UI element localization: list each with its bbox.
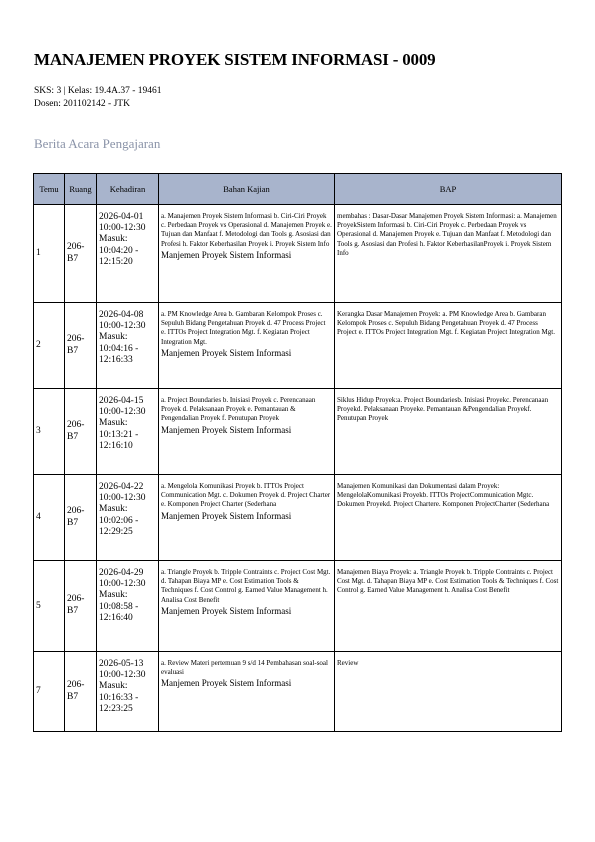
header-temu: Temu (34, 174, 65, 205)
kehadiran-tanggal: 2026-05-13 (99, 659, 144, 669)
table-row (34, 652, 562, 732)
section-title: Berita Acara Pengajaran (34, 136, 161, 151)
cell-temu: 2 (34, 303, 65, 389)
cell-bahan-kajian (159, 303, 335, 389)
header-bahan-kajian: Bahan Kajian (159, 174, 335, 205)
kehadiran-jam: 10:00-12:30 (99, 670, 146, 681)
table-row (34, 389, 562, 475)
table-row (34, 475, 562, 561)
cell-bap: Review (335, 652, 562, 732)
cell-temu: 5 (34, 561, 65, 652)
kehadiran-masuk: 10:13:21 - (99, 429, 139, 440)
cell-bahan-kajian (159, 652, 335, 732)
table-row (34, 205, 562, 303)
cell-bap: Manajemen Komunikasi dan Dokumentasi dalam Proyek: MengelolaKomunikasi Proyekb. ITTOs ProjectCommunication Mgtc. Dokumen Proyekd. Project Chartere. Komponen ProjectCharter (Sederhana (335, 475, 562, 561)
kehadiran-keluar: 12:15:20 (99, 256, 133, 267)
kehadiran-keluar: 12:16:33 (99, 354, 133, 365)
cell-bahan-kajian (159, 389, 335, 475)
kehadiran-tanggal: 2026-04-08 (99, 310, 144, 320)
kehadiran-masuk: 10:04:20 - (99, 245, 139, 256)
page-title: MANAJEMEN PROYEK SISTEM INFORMASI - 0009 (34, 50, 436, 69)
cell-ruang: 206-B7 (65, 652, 97, 732)
table-header-row (34, 174, 562, 205)
course-info: SKS: 3 | Kelas: 19.4A.37 - 19461 (34, 86, 162, 96)
bahan-text: a. Project Boundaries b. Inisiasi Proyek c. Perencanaan Proyek d. Pelaksanaan Proyek e. Pemantauan & Pengendalian Proyek f. Penutupan Proyek (161, 396, 316, 423)
cell-ruang: 206-B7 (65, 205, 97, 303)
kehadiran-keluar: 12:16:10 (99, 440, 133, 451)
kehadiran-status: Masuk: (99, 332, 128, 343)
kehadiran-status: Masuk: (99, 681, 128, 692)
lecturer-info: Dosen: 201102142 - JTK (34, 99, 130, 109)
bahan-text: a. Triangle Proyek b. Tripple Contraints c. Project Cost Mgt. d. Tahapan Biaya MP e. Cost Estimation Tools & Techniques f. Cost Control g. Earned Value Management h. Analisa Cost Benefit (161, 568, 331, 604)
kehadiran-status: Masuk: (99, 418, 128, 429)
cell-temu: 4 (34, 475, 65, 561)
table-row (34, 303, 562, 389)
cell-bap: Kerangka Dasar Manajemen Proyek: a. PM Knowledge Area b. Gambaran Kelompok Proses c. Sepuluh Bidang Pengetahuan Proyek d. 47 Process Project e. ITTOs Project Integration Mgt. f. Kegiatan Project Integration Mgt. (335, 303, 562, 389)
kehadiran-tanggal: 2026-04-01 (99, 212, 144, 222)
kehadiran-keluar: 12:29:25 (99, 526, 133, 537)
kehadiran-masuk: 10:04:16 - (99, 343, 139, 354)
header-ruang: Ruang (65, 174, 97, 205)
kehadiran-jam: 10:00-12:30 (99, 223, 146, 234)
cell-ruang: 206-B7 (65, 303, 97, 389)
cell-bahan-kajian (159, 205, 335, 303)
cell-bap: membahas : Dasar-Dasar Manajemen Proyek Sistem Informasi: a. Manajemen ProyekSistem Informasi b. Ciri-Ciri Proyek c. Perbedaan Proyek vs Operasional d. Manajemen Proyek e. Tujuan dan Manfaat f. Metodologi dan Tools g. Asosiasi dan Profesi h. Faktor KeberhasilanProyek i. Proyek Sistem Info (335, 205, 562, 303)
bahan-text: a. Review Materi pertemuan 9 s/d 14 Pembahasan soal-soal evaluasi (161, 659, 328, 677)
cell-ruang: 206-B7 (65, 561, 97, 652)
cell-temu: 3 (34, 389, 65, 475)
bahan-matkul: Manjemen Proyek Sistem Informasi (161, 605, 292, 616)
kehadiran-masuk: 10:02:06 - (99, 515, 139, 526)
header-kehadiran: Kehadiran (97, 174, 159, 205)
bahan-text: a. Mengelola Komunikasi Proyek b. ITTOs Project Communication Mgt. c. Dokumen Proyek d. Project Charter e. Komponen Project Charter (Sederhana (161, 482, 331, 509)
kehadiran-keluar: 12:16:40 (99, 612, 133, 623)
cell-kehadiran (97, 561, 159, 652)
bap-table (33, 173, 562, 732)
header-bap: BAP (335, 174, 562, 205)
cell-kehadiran (97, 475, 159, 561)
cell-bap: Siklus Hidup Proyek:a. Project Boundariesb. Inisiasi Proyekc. Perencanaan Proyekd. Pelaksanaan Proyeke. Pemantauan &Pengendalian Proyekf. Penutupan Proyek (335, 389, 562, 475)
kehadiran-jam: 10:00-12:30 (99, 407, 146, 418)
cell-ruang: 206-B7 (65, 475, 97, 561)
kehadiran-masuk: 10:08:58 - (99, 601, 139, 612)
table-row (34, 561, 562, 652)
kehadiran-tanggal: 2026-04-15 (99, 396, 144, 406)
cell-kehadiran (97, 303, 159, 389)
bahan-matkul: Manjemen Proyek Sistem Informasi (161, 347, 292, 358)
bahan-text: a. PM Knowledge Area b. Gambaran Kelompok Proses c. Sepuluh Bidang Pengetahuan Proyek d. 47 Process Project e. ITTOs Project Integration Mgt. f. Kegiatan Project Integration Mgt. (161, 310, 326, 346)
kehadiran-tanggal: 2026-04-29 (99, 568, 144, 578)
cell-kehadiran (97, 205, 159, 303)
cell-temu: 1 (34, 205, 65, 303)
cell-bap: Manajemen Biaya Proyek: a. Triangle Proyek b. Tripple Contraints c. Project Cost Mgt. d. Tahapan Biaya MP e. Cost Estimation Tools & Techniques f. Cost Control g. Earned Value Management h. Analisa Cost Benefit (335, 561, 562, 652)
kehadiran-status: Masuk: (99, 504, 128, 515)
cell-bahan-kajian (159, 475, 335, 561)
kehadiran-jam: 10:00-12:30 (99, 321, 146, 332)
kehadiran-masuk: 10:16:33 - (99, 692, 139, 703)
kehadiran-jam: 10:00-12:30 (99, 493, 146, 504)
bahan-matkul: Manjemen Proyek Sistem Informasi (161, 678, 292, 689)
kehadiran-status: Masuk: (99, 590, 128, 601)
cell-bahan-kajian (159, 561, 335, 652)
bahan-matkul: Manjemen Proyek Sistem Informasi (161, 424, 292, 435)
cell-ruang: 206-B7 (65, 389, 97, 475)
bahan-text: a. Manajemen Proyek Sistem Informasi b. Ciri-Ciri Proyek c. Perbedaan Proyek vs Operasional d. Manajemen Proyek e. Tujuan dan Manfaat f. Metodologi dan Tools g. Asosiasi dan Profesi h. Faktor Keberhasilan Proyek i. Proyek Sistem Info (161, 212, 332, 248)
bahan-matkul: Manjemen Proyek Sistem Informasi (161, 510, 292, 521)
kehadiran-jam: 10:00-12:30 (99, 579, 146, 590)
bahan-matkul: Manjemen Proyek Sistem Informasi (161, 249, 292, 260)
cell-kehadiran (97, 652, 159, 732)
kehadiran-tanggal: 2026-04-22 (99, 482, 144, 492)
kehadiran-keluar: 12:23:25 (99, 703, 133, 714)
cell-temu: 7 (34, 652, 65, 732)
cell-kehadiran (97, 389, 159, 475)
kehadiran-status: Masuk: (99, 234, 128, 245)
